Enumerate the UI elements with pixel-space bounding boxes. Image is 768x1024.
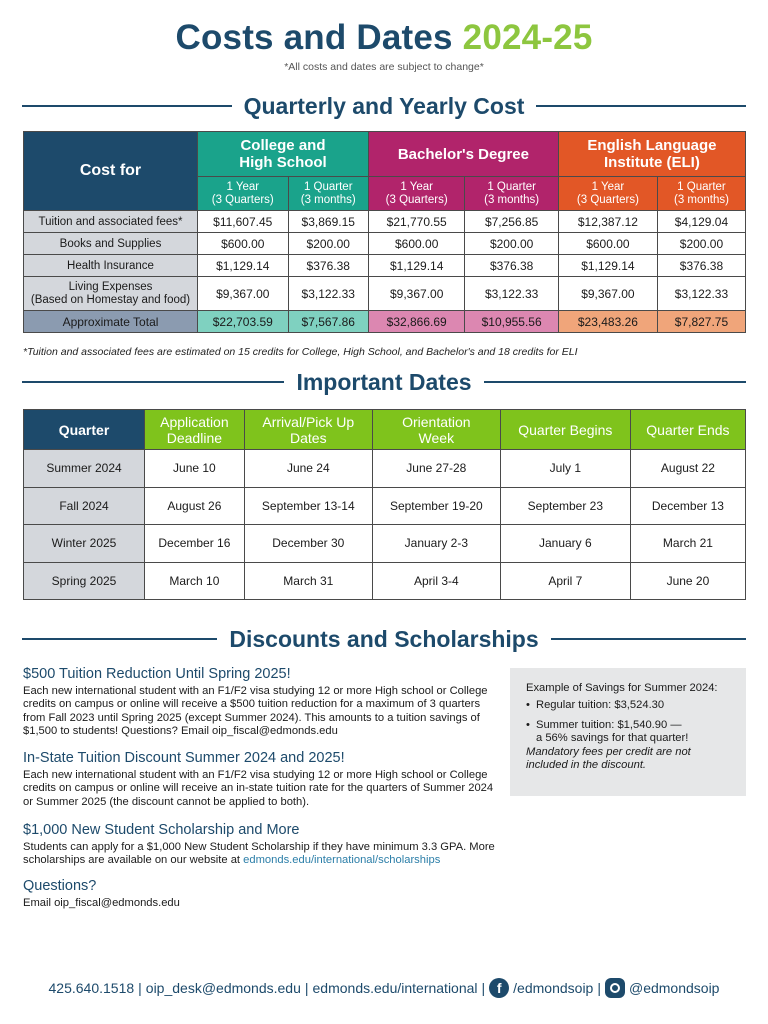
discount-title: $500 Tuition Reduction Until Spring 2025! — [23, 666, 291, 682]
program-name: College and — [240, 137, 326, 154]
footer-website[interactable]: edmonds.edu/international — [312, 980, 478, 996]
period-header — [368, 177, 464, 211]
date-cell: December 30 — [244, 525, 372, 563]
column-header-line: Dates — [290, 429, 327, 446]
cost-cell: $3,869.15 — [288, 211, 368, 233]
savings-bullet: • Regular tuition: $3,524.30 — [526, 699, 730, 712]
cost-cell: $3,122.33 — [465, 277, 558, 311]
row-label-line: Living Expenses — [68, 280, 153, 293]
row-label-line: (Based on Homestay and food) — [30, 293, 191, 306]
discount-body — [23, 841, 503, 868]
dates-table — [23, 409, 746, 600]
page-title — [0, 18, 768, 58]
column-header: Quarter — [24, 410, 145, 450]
column-header-line: Application — [160, 413, 229, 430]
savings-list — [526, 699, 730, 745]
quarter-cell: Winter 2025 — [24, 525, 145, 563]
cost-cell: $376.38 — [657, 255, 745, 277]
total-cell: $22,703.59 — [198, 311, 289, 333]
period-label: (3 months) — [484, 193, 540, 206]
date-cell: April 7 — [500, 562, 630, 600]
period-label: (3 Quarters) — [211, 193, 274, 206]
date-cell: March 31 — [244, 562, 372, 600]
date-cell: December 13 — [630, 487, 745, 525]
cost-cell: $1,129.14 — [368, 255, 464, 277]
total-cell: $10,955.56 — [465, 311, 558, 333]
discount-body: Each new international student with an F1/F2 visa studying 12 or more High school or College credits on campus or online will receive an in-state tuition rate for the quarters of Summer 2024 or Summer 2025 (the discount cannot be applied to both). — [23, 769, 494, 808]
cost-cell: $376.38 — [465, 255, 558, 277]
cost-heading-text: Quarterly and Yearly Cost — [243, 92, 525, 119]
program-header-bachelors — [368, 132, 558, 177]
discount-item — [23, 822, 503, 868]
column-header: Quarter Ends — [630, 410, 745, 450]
footer-phone[interactable]: 425.640.1518 — [48, 980, 135, 996]
quarter-cell: Fall 2024 — [24, 487, 145, 525]
cost-cell: $9,367.00 — [558, 277, 657, 311]
discount-title: In-State Tuition Discount Summer 2024 and 2025! — [23, 750, 345, 766]
footer-separator: | — [138, 980, 142, 996]
period-header — [198, 177, 289, 211]
table-row — [24, 562, 746, 600]
date-cell: August 22 — [630, 450, 745, 488]
savings-bullet — [526, 719, 730, 746]
divider — [22, 638, 217, 640]
program-name: English Language — [587, 137, 717, 154]
date-cell: April 3-4 — [372, 562, 500, 600]
discount-body: Email oip_fiscal@edmonds.edu — [23, 897, 180, 909]
date-cell: June 20 — [630, 562, 745, 600]
period-header — [657, 177, 745, 211]
facebook-icon[interactable]: f — [489, 978, 509, 998]
row-label: Tuition and associated fees* — [24, 211, 198, 233]
cost-cell: $200.00 — [465, 233, 558, 255]
footer-email[interactable]: oip_desk@edmonds.edu — [145, 980, 301, 996]
cost-cell: $376.38 — [288, 255, 368, 277]
title-year: 2024-25 — [462, 18, 593, 57]
footer-separator: | — [597, 980, 601, 996]
savings-title: Example of Savings for Summer 2024: — [526, 682, 718, 694]
date-cell: September 23 — [500, 487, 630, 525]
date-cell: January 6 — [500, 525, 630, 563]
period-header — [465, 177, 558, 211]
row-label: Books and Supplies — [24, 233, 198, 255]
period-label: 1 Year — [226, 180, 260, 193]
divider — [551, 638, 746, 640]
dates-heading-text: Important Dates — [296, 368, 472, 395]
discount-title: Questions? — [23, 878, 97, 894]
footer-separator: | — [481, 980, 486, 996]
scholarships-link[interactable]: edmonds.edu/international/scholarships — [243, 854, 441, 867]
column-header: Quarter Begins — [500, 410, 630, 450]
date-cell: June 27-28 — [372, 450, 500, 488]
column-header-line: Orientation — [402, 413, 471, 430]
program-name: High School — [239, 154, 327, 171]
discounts-heading-text: Discounts and Scholarships — [229, 625, 539, 652]
cost-cell: $12,387.12 — [558, 211, 657, 233]
cost-cell: $1,129.14 — [198, 255, 289, 277]
date-cell: January 2-3 — [372, 525, 500, 563]
program-header-college — [198, 132, 369, 177]
footer-separator: | — [304, 980, 309, 996]
quarter-cell: Summer 2024 — [24, 450, 145, 488]
cost-cell: $4,129.04 — [657, 211, 745, 233]
savings-bullet-line: Summer tuition: $1,540.90 — — [536, 718, 682, 731]
date-cell: March 10 — [145, 562, 245, 600]
table-row — [24, 277, 746, 311]
cost-cell: $11,607.45 — [198, 211, 289, 233]
column-header-line: Deadline — [166, 429, 223, 446]
subtitle: *All costs and dates are subject to change* — [284, 61, 484, 73]
cost-cell: $7,256.85 — [465, 211, 558, 233]
total-cell: $23,483.26 — [558, 311, 657, 333]
table-row — [24, 233, 746, 255]
cost-table — [23, 131, 746, 333]
cost-cell: $200.00 — [657, 233, 745, 255]
table-row — [24, 211, 746, 233]
total-cell: $7,827.75 — [657, 311, 745, 333]
date-cell: September 19-20 — [372, 487, 500, 525]
footer — [0, 978, 768, 998]
footer-instagram[interactable]: @edmondsoip — [628, 980, 720, 996]
table-row — [24, 525, 746, 563]
period-label: (3 Quarters) — [385, 193, 448, 206]
dates-section-heading — [22, 367, 746, 397]
program-name: Bachelor's Degree — [397, 145, 529, 163]
cost-cell: $1,129.14 — [558, 255, 657, 277]
discount-item — [23, 878, 503, 910]
column-header — [145, 410, 245, 450]
savings-example-box — [510, 668, 746, 796]
column-header-line: Week — [418, 429, 455, 446]
column-header — [372, 410, 500, 450]
period-header — [558, 177, 657, 211]
discount-item — [23, 750, 503, 809]
total-cell: $32,866.69 — [368, 311, 464, 333]
program-header-eli — [558, 132, 745, 177]
title-text: Costs and Dates — [175, 18, 453, 57]
header — [0, 18, 768, 73]
cost-cell: $9,367.00 — [368, 277, 464, 311]
discount-body-text: Students can apply for a $1,000 New Student Scholarship if they have minimum 3.3 GPA. More scholarships are available on our website at — [23, 841, 495, 867]
table-row — [24, 487, 746, 525]
cost-cell: $600.00 — [368, 233, 464, 255]
table-row — [24, 450, 746, 488]
savings-bullet-line: a 56% savings for that quarter! — [536, 732, 689, 745]
divider — [484, 381, 746, 383]
cost-cell: $600.00 — [558, 233, 657, 255]
cost-footnote: *Tuition and associated fees are estimated on 15 credits for College, High School, and Bachelor's and 18 credits for ELI — [23, 346, 578, 358]
date-cell: September 13-14 — [244, 487, 372, 525]
period-label: 1 Quarter — [487, 180, 536, 193]
cost-section-heading — [22, 91, 746, 121]
period-header — [288, 177, 368, 211]
cost-cell: $3,122.33 — [657, 277, 745, 311]
table-row — [24, 255, 746, 277]
cost-cell: $200.00 — [288, 233, 368, 255]
divider — [22, 381, 284, 383]
cost-cell: $21,770.55 — [368, 211, 464, 233]
period-label: (3 Quarters) — [576, 193, 639, 206]
date-cell: March 21 — [630, 525, 745, 563]
row-label — [24, 277, 198, 311]
quarter-cell: Spring 2025 — [24, 562, 145, 600]
savings-note: Mandatory fees per credit are not included in the discount. — [526, 745, 691, 772]
date-cell: June 10 — [145, 450, 245, 488]
date-cell: December 16 — [145, 525, 245, 563]
discount-item — [23, 666, 503, 738]
row-label: Health Insurance — [24, 255, 198, 277]
date-cell: June 24 — [244, 450, 372, 488]
period-label: 1 Year — [400, 180, 433, 193]
footer-facebook[interactable]: /edmondsoip — [513, 980, 594, 996]
period-label: 1 Quarter — [303, 180, 353, 193]
column-header-line: Arrival/Pick Up — [262, 413, 355, 430]
cost-for-header: Cost for — [24, 132, 198, 211]
total-row — [24, 311, 746, 333]
period-label: 1 Year — [591, 180, 625, 193]
divider — [22, 105, 232, 107]
total-label: Approximate Total — [24, 311, 198, 333]
discount-title: $1,000 New Student Scholarship and More — [23, 822, 300, 838]
discounts-section-heading — [22, 624, 746, 654]
program-name: Institute (ELI) — [604, 154, 700, 171]
instagram-icon[interactable] — [605, 978, 625, 998]
cost-cell: $9,367.00 — [198, 277, 289, 311]
period-label: (3 months) — [300, 193, 356, 206]
period-label: (3 months) — [673, 193, 729, 206]
discount-body: Each new international student with an F1/F2 visa studying 12 or more High school or College credits on campus or online will receive a $500 tuition reduction for a maximum of 3 quarters from Fall 2023 until Spring 2025 (except Summer 2024). This amounts to a tuition savings of $1,500 to students! Questions? Email oip_fiscal@edmonds.edu — [23, 685, 488, 737]
total-cell: $7,567.86 — [288, 311, 368, 333]
divider — [536, 105, 746, 107]
column-header — [244, 410, 372, 450]
period-label: 1 Quarter — [677, 180, 726, 193]
date-cell: August 26 — [145, 487, 245, 525]
cost-cell: $600.00 — [198, 233, 289, 255]
cost-cell: $3,122.33 — [288, 277, 368, 311]
date-cell: July 1 — [500, 450, 630, 488]
